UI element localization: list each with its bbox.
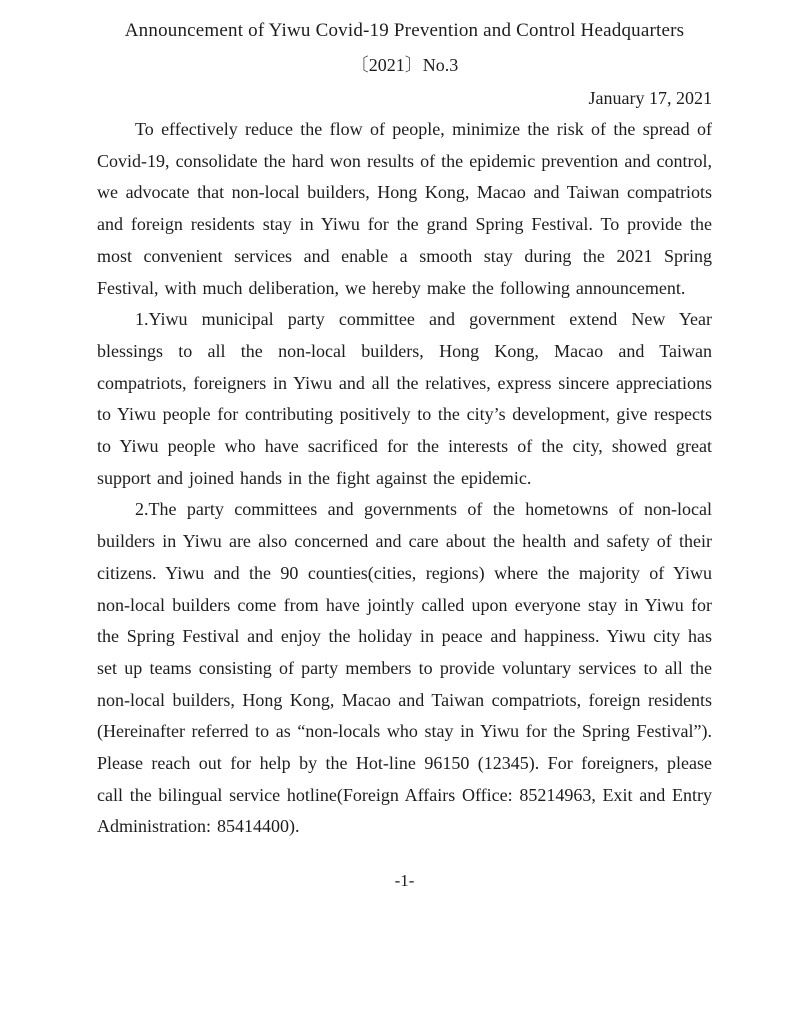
document-title: Announcement of Yiwu Covid-19 Prevention and Control Headquarters — [124, 20, 685, 41]
paragraph-item-2: 2.The party committees and governments of the hometowns of non-local builders in Yiwu are also concerned and care about the health and safety of their citizens. Yiwu and the 90 counties(cities, regions) where the majority of Yiwu non-local builders come from have jointly called upon everyone stay in Yiwu for the Spring Festival and enjoy the holiday in peace and happiness. Yiwu city has set up teams consisting of party members to provide voluntary services to all the non-local builders, Hong Kong, Macao and Taiwan compatriots, foreign residents (Hereinafter referred to as “non-locals who stay in Yiwu for the Spring Festival”). Please reach out for help by the Hot-line 96150 (12345). For foreigners, please call the bilingual service hotline(Foreign Affairs Office: 85214963, Exit and Entry Administration: 85414400). — [97, 499, 712, 837]
document-number: 〔2021〕No.3 — [350, 55, 459, 75]
paragraph-item-1: 1.Yiwu municipal party committee and government extend New Year blessings to all the non-local builders, Hong Kong, Macao and Taiwan compatriots, foreigners in Yiwu and all the relatives, express sincere appreciations to Yiwu people for contributing positively to the city’s development, give respects to Yiwu people who have sacrificed for the interests of the city, showed great support and joined hands in the fight against the epidemic. — [97, 309, 712, 488]
page-number: -1- — [394, 871, 415, 891]
document-date: January 17, 2021 — [588, 88, 712, 108]
paragraph-intro: To effectively reduce the flow of people, minimize the risk of the spread of Covid-19, consolidate the hard won results of the epidemic prevention and control, we advocate that non-local builders, Hong Kong, Macao and Taiwan compatriots and foreign residents stay in Yiwu for the grand Spring Festival. To provide the most convenient services and enable a smooth stay during the 2021 Spring Festival, with much deliberation, we hereby make the following announcement. — [97, 119, 712, 298]
